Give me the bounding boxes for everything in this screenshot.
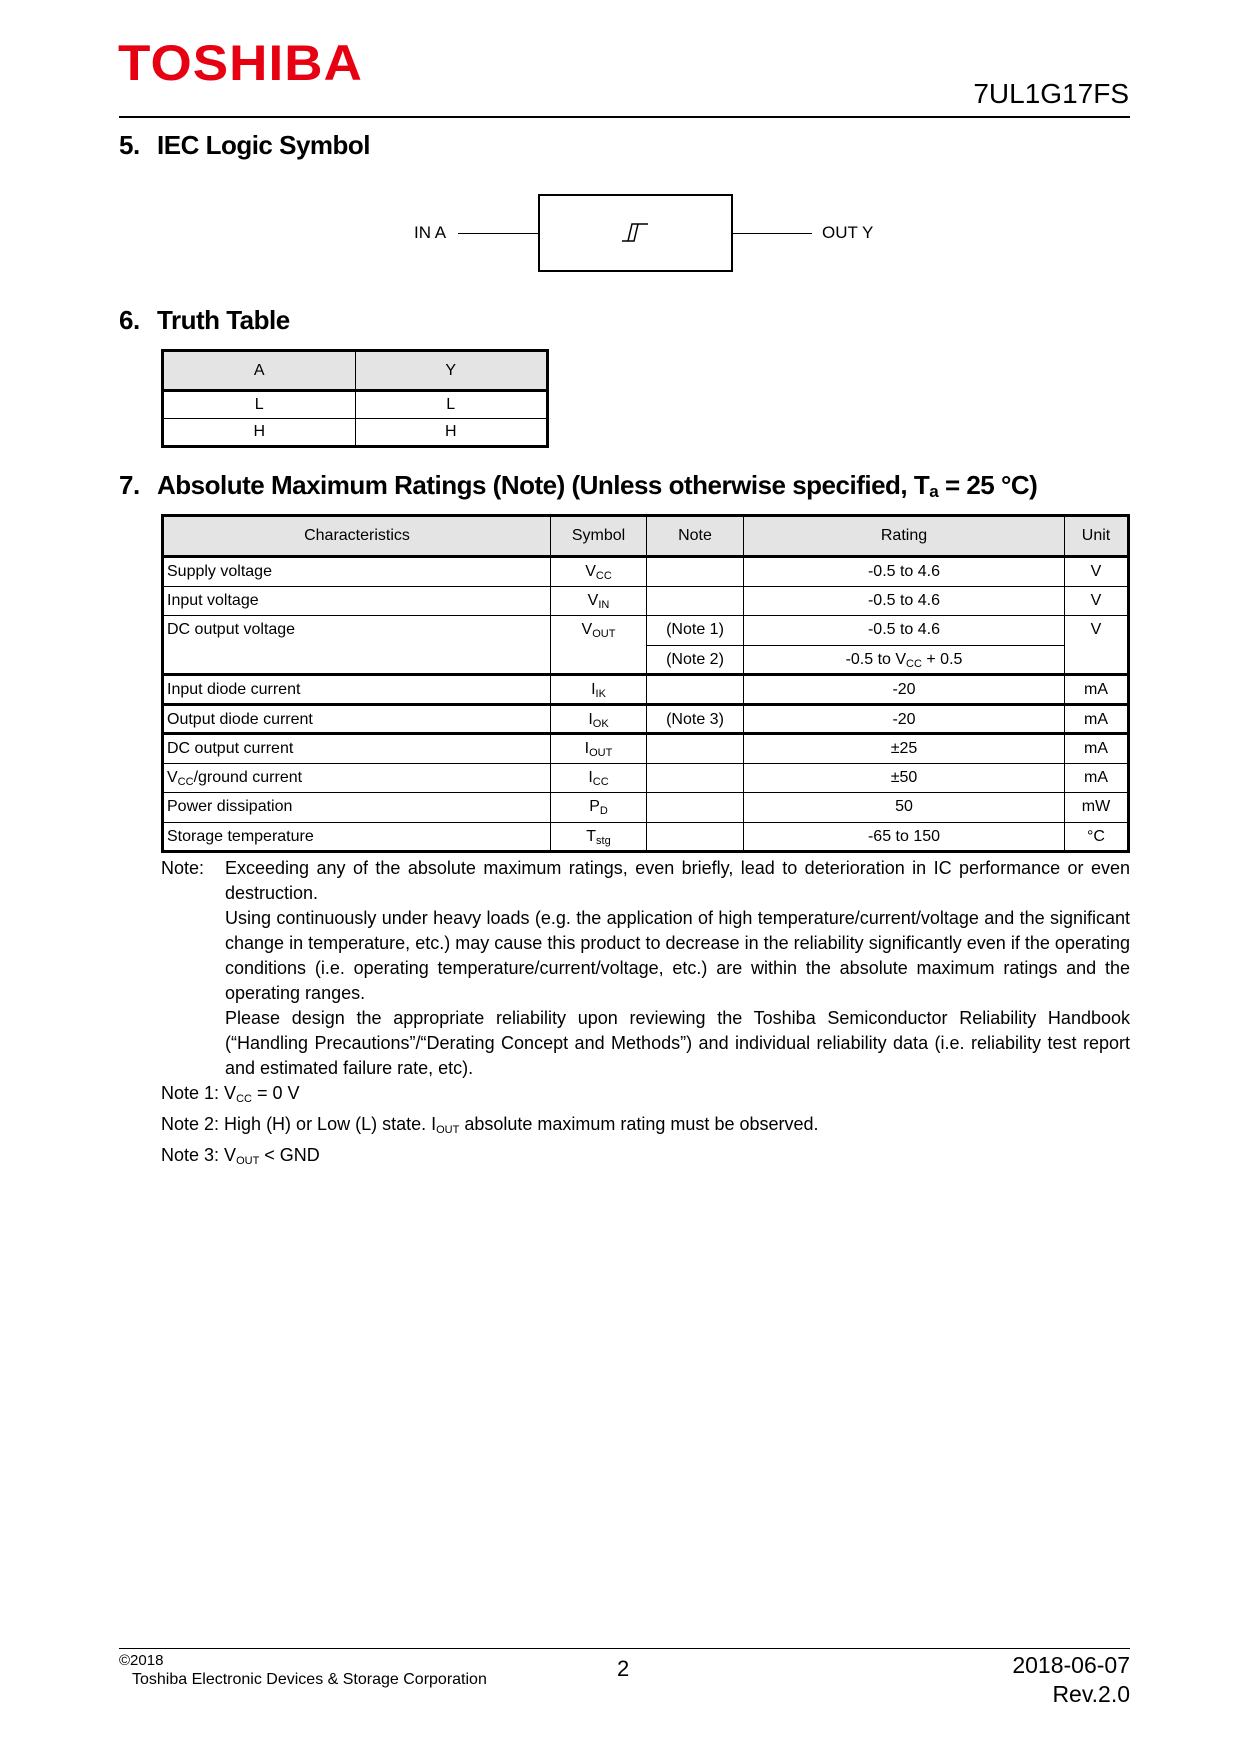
cell: $P_D$ bbox=[551, 793, 647, 823]
cell: Input diode current bbox=[163, 675, 551, 705]
company-name: Toshiba Electronic Devices & Storage Corporation bbox=[132, 1671, 487, 1688]
input-label: IN A bbox=[414, 223, 447, 242]
toshiba-logo: TOSHIBA bbox=[118, 35, 363, 91]
cell: mA bbox=[1065, 675, 1129, 705]
note-1: Note 1: $V_{CC} = 0$ V bbox=[161, 1083, 300, 1105]
cell: -0.5 to $V_{CC} + 0.5$ bbox=[744, 645, 1065, 675]
table-row bbox=[163, 586, 1129, 616]
cell: Power dissipation bbox=[163, 793, 551, 823]
cell: -65 to 150 bbox=[744, 822, 1065, 852]
cell: Supply voltage bbox=[163, 557, 551, 587]
cell: ±25 bbox=[744, 734, 1065, 764]
header-note: Note bbox=[647, 516, 744, 557]
part-number: 7UL1G17FS bbox=[973, 78, 1129, 109]
cell: (Note 3) bbox=[647, 704, 744, 734]
cell: V bbox=[1065, 557, 1129, 587]
cell: mA bbox=[1065, 763, 1129, 793]
cell: -20 bbox=[744, 704, 1065, 734]
cell: H bbox=[355, 419, 548, 447]
cell: V bbox=[1065, 586, 1129, 616]
section-7-heading: 7. Absolute Maximum Ratings (Note) (Unless otherwise specified, $T_a = 25$ °C) bbox=[119, 470, 1038, 501]
cell: (Note 2) bbox=[647, 645, 744, 675]
table-row bbox=[163, 391, 548, 419]
cell: -0.5 to 4.6 bbox=[744, 586, 1065, 616]
note-paragraph: Using continuously under heavy loads (e.g. the application of high temperature/current/voltage and the significant change in temperature, etc.) may cause this product to decrease in the reliability significantly even if the operating conditions (i.e. operating temperature/current/voltage, etc.) are within the absolute maximum ratings and the operating ranges. bbox=[225, 908, 1130, 1003]
table-row bbox=[163, 557, 1129, 587]
cell: $V_{CC}$/ground current bbox=[163, 763, 551, 793]
cell: mA bbox=[1065, 704, 1129, 734]
truth-table bbox=[161, 349, 549, 448]
table-row bbox=[163, 675, 1129, 705]
cell: $I_{CC}$ bbox=[551, 763, 647, 793]
cell: -20 bbox=[744, 675, 1065, 705]
cell: $T_{stg}$ bbox=[551, 822, 647, 852]
header-unit: Unit bbox=[1065, 516, 1129, 557]
footer-rule bbox=[119, 1648, 1130, 1649]
cell: H bbox=[163, 419, 356, 447]
cell: $V_{OUT}$ bbox=[551, 616, 647, 675]
cell: °C bbox=[1065, 822, 1129, 852]
table-row bbox=[163, 734, 1129, 764]
cell: $I_{IK}$ bbox=[551, 675, 647, 705]
note-paragraph: Please design the appropriate reliability upon reviewing the Toshiba Semiconductor Reliability Handbook (“Handling Precautions”/“Derating Concept and Methods”) and individual reliability data (i.e. reliability test report and estimated failure rate, etc). bbox=[225, 1008, 1130, 1078]
cell: 50 bbox=[744, 793, 1065, 823]
cell bbox=[647, 793, 744, 823]
cell: L bbox=[355, 391, 548, 419]
cell: DC output voltage bbox=[163, 616, 551, 675]
schmitt-trigger-icon bbox=[620, 221, 650, 245]
notes bbox=[161, 856, 1130, 1174]
table-row bbox=[163, 793, 1129, 823]
note-2: Note 2: High (H) or Low (L) state. $I_{OUT}$ absolute maximum rating must be observed. bbox=[161, 1114, 819, 1136]
cell bbox=[647, 822, 744, 852]
table-row bbox=[163, 763, 1129, 793]
cell bbox=[647, 734, 744, 764]
cell: L bbox=[163, 391, 356, 419]
cell: Storage temperature bbox=[163, 822, 551, 852]
cell: Input voltage bbox=[163, 586, 551, 616]
cell: $I_{OUT}$ bbox=[551, 734, 647, 764]
cell bbox=[647, 586, 744, 616]
cell: V bbox=[1065, 616, 1129, 675]
note-paragraph: Exceeding any of the absolute maximum ratings, even briefly, lead to deterioration in IC performance or even destruction. bbox=[225, 858, 1130, 903]
cell: -0.5 to 4.6 bbox=[744, 557, 1065, 587]
cell: mW bbox=[1065, 793, 1129, 823]
date: 2018-06-07 bbox=[1012, 1652, 1130, 1678]
cell: -0.5 to 4.6 bbox=[744, 616, 1065, 646]
output-wire bbox=[733, 233, 812, 234]
cell: $I_{OK}$ bbox=[551, 704, 647, 734]
table-row bbox=[163, 822, 1129, 852]
header-a: A bbox=[163, 351, 356, 391]
copyright: ©2018 bbox=[119, 1652, 164, 1669]
output-label: OUT Y bbox=[822, 223, 874, 242]
section-6-heading: 6. Truth Table bbox=[119, 305, 290, 335]
header-symbol: Symbol bbox=[551, 516, 647, 557]
header-rating: Rating bbox=[744, 516, 1065, 557]
header-rule bbox=[119, 116, 1130, 118]
table-row bbox=[163, 419, 548, 447]
cell: $V_{IN}$ bbox=[551, 586, 647, 616]
cell: $V_{CC}$ bbox=[551, 557, 647, 587]
cell: ±50 bbox=[744, 763, 1065, 793]
note-3: Note 3: $V_{OUT}$ < GND bbox=[161, 1145, 320, 1167]
cell: DC output current bbox=[163, 734, 551, 764]
revision: Rev.2.0 bbox=[1052, 1681, 1130, 1707]
logic-symbol-box bbox=[538, 194, 733, 272]
table-row bbox=[163, 704, 1129, 734]
page-number: 2 bbox=[617, 1656, 630, 1681]
cell: Output diode current bbox=[163, 704, 551, 734]
header-characteristics: Characteristics bbox=[163, 516, 551, 557]
cell: mA bbox=[1065, 734, 1129, 764]
table-row bbox=[163, 616, 1129, 646]
cell: (Note 1) bbox=[647, 616, 744, 646]
header-y: Y bbox=[355, 351, 548, 391]
input-wire bbox=[458, 233, 538, 234]
cell bbox=[647, 675, 744, 705]
cell bbox=[647, 763, 744, 793]
cell bbox=[647, 557, 744, 587]
absolute-maximum-ratings-table bbox=[161, 514, 1130, 853]
section-5-heading: 5. IEC Logic Symbol bbox=[119, 130, 371, 160]
note-label: Note: bbox=[161, 858, 205, 878]
